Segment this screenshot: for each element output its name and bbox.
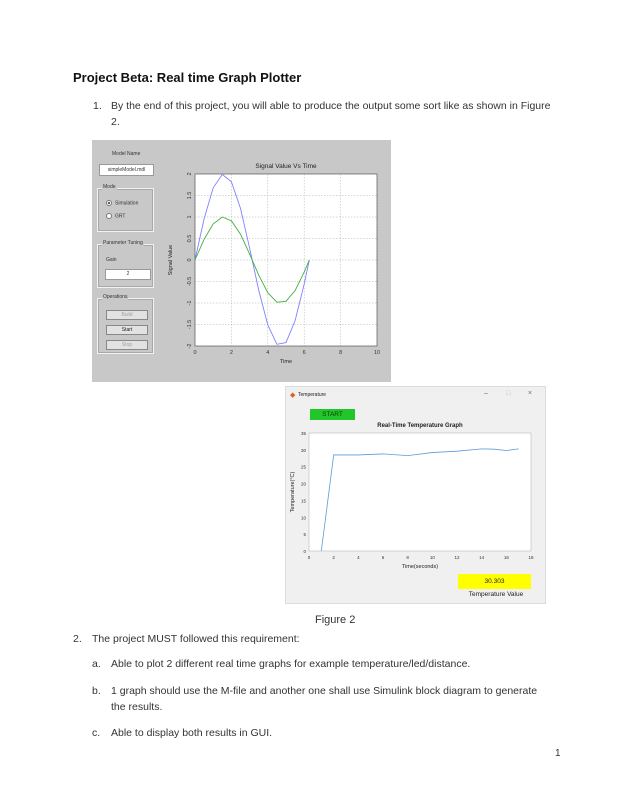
radio-selected-icon — [106, 200, 112, 206]
x-tick-label: 4 — [266, 350, 270, 356]
temperature-value-display: 30.303 — [458, 574, 531, 589]
window-title: Temperature — [298, 392, 327, 398]
operations-label: Operations — [103, 294, 128, 300]
plot-area — [309, 433, 531, 551]
maximize-button[interactable]: □ — [506, 390, 511, 397]
sub-c-letter: c. — [92, 727, 101, 739]
mode-radio-simulation[interactable]: Simulation — [106, 200, 138, 206]
figure1-gui-screenshot — [92, 140, 391, 382]
y-tick-label: -1 — [187, 300, 193, 306]
operations-group — [97, 294, 154, 354]
temperature-chart — [286, 421, 545, 571]
minimize-button[interactable]: – — [484, 390, 488, 397]
y-tick-label: -1.5 — [187, 319, 193, 330]
figure-caption: Figure 2 — [315, 614, 356, 626]
y-tick-label: 20 — [300, 481, 306, 487]
x-axis-label: Time — [279, 359, 293, 365]
parameter-tuning-label: Parameter Tuning — [103, 240, 143, 246]
y-tick-label: 15 — [300, 498, 306, 504]
figure2-temperature-window — [285, 386, 546, 604]
sub-b-line2: the results. — [111, 701, 163, 713]
x-tick-label: 0 — [193, 350, 197, 356]
x-tick-label: 8 — [339, 350, 343, 356]
x-tick-label: 18 — [528, 555, 534, 560]
item2-text: The project MUST followed this requirement: — [92, 633, 300, 645]
item1-number: 1. — [93, 100, 102, 112]
sub-b-letter: b. — [92, 685, 101, 697]
y-tick-label: 2 — [187, 172, 193, 176]
close-button[interactable]: × — [528, 390, 533, 397]
item1-line2: 2. — [111, 116, 120, 128]
page-number: 1 — [555, 748, 561, 759]
radio-unselected-icon — [106, 213, 112, 219]
sub-a-text: Able to plot 2 different real time graphs for example temperature/led/distance. — [111, 658, 471, 670]
matlab-logo-icon: ◆ — [290, 392, 296, 399]
chart-title: Real-Time Temperature Graph — [377, 423, 463, 429]
y-tick-label: 25 — [300, 464, 306, 470]
gain-input[interactable]: 2 — [105, 269, 151, 280]
item2-number: 2. — [73, 633, 82, 645]
signal-chart — [160, 152, 388, 372]
start-button[interactable]: Start — [106, 325, 148, 335]
x-tick-label: 6 — [381, 555, 385, 560]
y-tick-label: 5 — [303, 532, 306, 538]
model-name-label: Model Name — [112, 151, 141, 157]
y-tick-label: 10 — [300, 515, 306, 521]
gain-label: Gain — [106, 257, 117, 263]
x-tick-label: 2 — [332, 555, 335, 560]
sub-b-line1: 1 graph should use the M-file and another one shall use Simulink block diagram to generate — [111, 685, 538, 697]
page-title: Project Beta: Real time Graph Plotter — [73, 70, 302, 85]
item1-line1: By the end of this project, you will able to produce the output some sort like as shown in Figure — [111, 100, 551, 112]
temperature-start-button[interactable]: START — [310, 409, 355, 420]
temperature-value-label: Temperature Value — [468, 591, 524, 598]
y-tick-label: 35 — [300, 431, 306, 436]
x-tick-label: 4 — [357, 555, 360, 560]
x-tick-label: 10 — [429, 555, 435, 560]
mode-group — [97, 184, 154, 232]
y-axis-label: Temperature(°C) — [290, 471, 296, 513]
y-tick-label: -2 — [187, 343, 193, 349]
mode-label: Mode — [103, 184, 116, 190]
build-button[interactable]: Build — [106, 310, 148, 320]
chart-title: Signal Value Vs Time — [255, 163, 317, 170]
y-tick-label: 1 — [187, 215, 193, 219]
parameter-tuning-group — [97, 240, 154, 288]
y-axis-label: Signal Value — [168, 244, 174, 276]
sub-c-text: Able to display both results in GUI. — [111, 727, 273, 739]
x-tick-label: 8 — [406, 555, 409, 560]
x-tick-label: 16 — [503, 555, 509, 560]
x-tick-label: 12 — [454, 555, 460, 560]
sub-a-letter: a. — [92, 658, 101, 670]
y-tick-label: 30 — [300, 447, 306, 453]
y-tick-label: 1.5 — [187, 191, 193, 200]
x-tick-label: 14 — [479, 555, 485, 560]
x-tick-label: 0 — [307, 555, 311, 560]
stop-button[interactable]: Stop — [106, 340, 148, 350]
mode-radio-grt[interactable]: GRT — [106, 213, 125, 219]
y-tick-label: 0 — [303, 549, 306, 554]
x-tick-label: 10 — [373, 350, 381, 356]
y-tick-label: 0.5 — [187, 234, 193, 243]
x-tick-label: 2 — [229, 350, 233, 356]
y-tick-label: -0.5 — [187, 276, 193, 287]
y-tick-label: 0 — [187, 258, 193, 262]
x-axis-label: Time(seconds) — [401, 564, 439, 570]
x-tick-label: 6 — [302, 350, 306, 356]
model-name-field[interactable]: simpleModel.mdl — [99, 164, 154, 176]
